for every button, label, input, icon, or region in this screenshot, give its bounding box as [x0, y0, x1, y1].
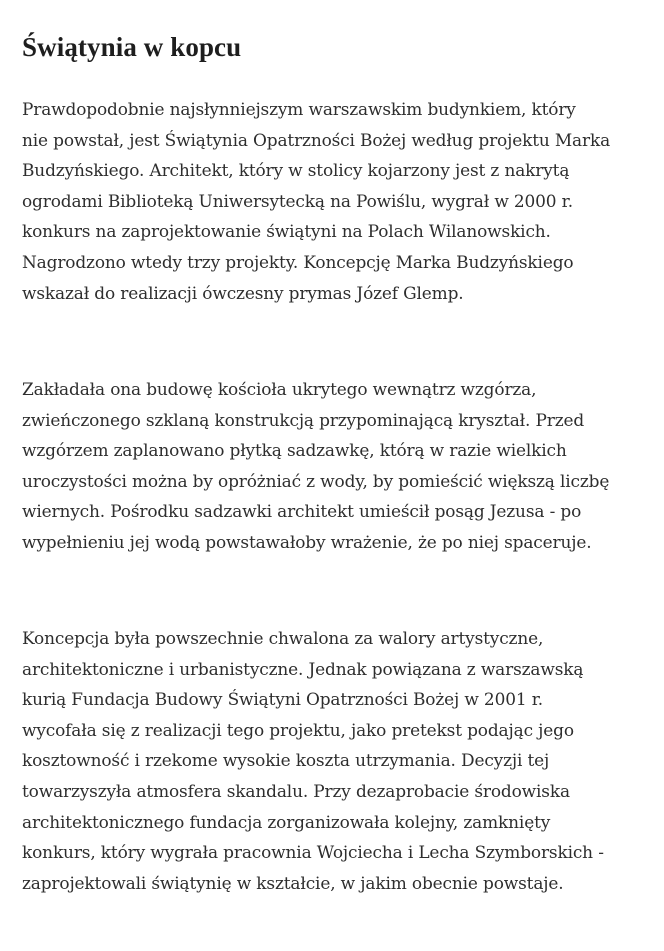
paragraph-3 [22, 624, 664, 899]
paragraph-line: towarzyszyła atmosfera skandalu. Przy dezaprobacie środowiska [22, 781, 570, 802]
paragraph-line: nie powstał, jest Świątynia Opatrzności Bożej według projektu Marka [22, 130, 611, 151]
section-heading: Świątynia w kopcu [22, 32, 242, 62]
paragraph-line: ogrodami Biblioteką Uniwersytecką na Powiślu, wygrał w 2000 r. [22, 191, 574, 212]
paragraph-line: Nagrodzono wtedy trzy projekty. Koncepcję Marka Budzyńskiego [22, 252, 574, 273]
paragraph-line: Budzyńskiego. Architekt, który w stolicy kojarzony jest z nakrytą [22, 161, 570, 182]
paragraph-line: wycofała się z realizacji tego projektu, jako pretekst podając jego [22, 720, 574, 741]
paragraph-line: wzgórzem zaplanowano płytką sadzawkę, którą w razie wielkich [22, 441, 567, 462]
paragraph-line: Prawdopodobnie najsłynniejszym warszawskim budynkiem, który [22, 100, 576, 120]
paragraph-line: kosztowność i rzekome wysokie koszta utrzymania. Decyzji tej [22, 751, 550, 772]
paragraph-line: konkurs na zaprojektowanie świątyni na Polach Wilanowskich. [22, 222, 551, 243]
paragraph-line: architektoniczne i urbanistyczne. Jednak powiązana z warszawską [22, 659, 584, 680]
paragraph-line: kurią Fundacja Budowy Świątyni Opatrzności Bożej w 2001 r. [22, 690, 544, 711]
paragraph-line: konkurs, który wygrała pracownia Wojciecha i Lecha Szymborskich - [22, 843, 604, 864]
paragraph-line: Zakładała ona budowę kościoła ukrytego wewnątrz wzgórza, [22, 380, 537, 400]
paragraph-line: zaprojektowali świątynię w kształcie, w jakim obecnie powstaje. [22, 873, 564, 894]
paragraph-line: architektonicznego fundacja zorganizowała kolejny, zamknięty [22, 812, 551, 833]
paragraph-line: wypełnieniu jej wodą powstawałoby wrażenie, że po niej spaceruje. [22, 532, 592, 553]
paragraph-line: Koncepcja była powszechnie chwalona za walory artystyczne, [22, 629, 544, 649]
paragraph-line: uroczystości można by opróżniać z wody, by pomieścić większą liczbę [22, 471, 610, 492]
paragraph-1 [22, 95, 664, 309]
paragraph-2 [22, 375, 664, 559]
article [22, 30, 664, 894]
paragraph-line: wiernych. Pośrodku sadzawki architekt umieścił posąg Jezusa - po [22, 502, 582, 523]
paragraph-line: zwieńczonego szklaną konstrukcją przypominającą kryształ. Przed [22, 410, 585, 431]
paragraph-line: wskazał do realizacji ówczesny prymas Józef Glemp. [22, 283, 464, 304]
